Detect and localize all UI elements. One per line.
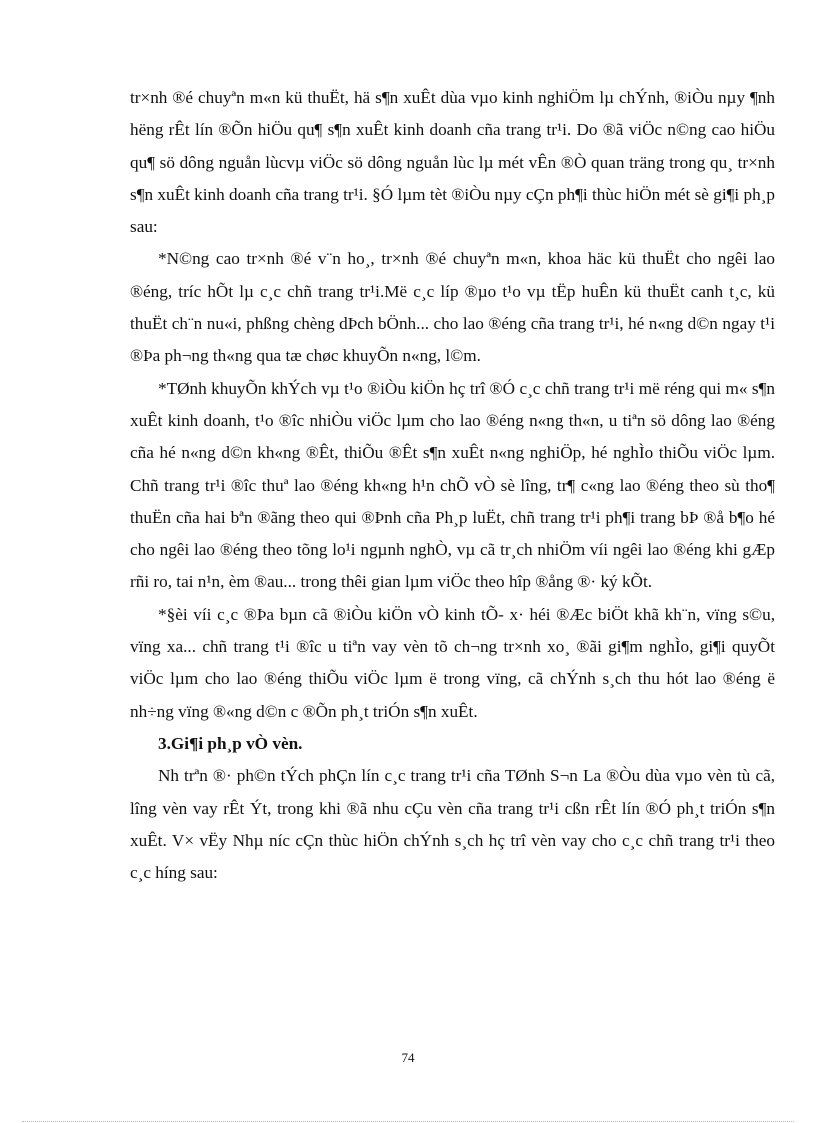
paragraph-training: *N©ng cao tr×nh ®é v¨n ho¸, tr×nh ®é chuyªn m«n, khoa häc kü thuËt cho ngêi lao ®éng, tríc hÕt lµ c¸c chñ trang tr¹i.Më c¸c líp ®µo t¹o vµ tËp huÊn kü thuËt canh t¸c, kü thuËt ch¨n nu«i, phßng chèng dÞch bÖnh... cho lao ®éng cña trang tr¹i, hé n«ng d©n ngay t¹i ®Þa ph¬ng th«ng qua tæ chøc khuyÕn n«ng, l©m. <box>130 249 775 366</box>
page-bottom-divider <box>22 1121 794 1122</box>
page-number: 74 <box>401 1050 415 1065</box>
document-body <box>130 82 775 889</box>
paragraph-capital: Nh trªn ®· ph©n tÝch phÇn lín c¸c trang tr¹i cña TØnh S¬n La ®Òu dùa vµo vèn tù cã, lîng vèn vay rÊt Ýt, trong khi ®ã nhu cÇu vèn cña trang tr¹i cßn rÊt lín ®Ó ph¸t triÓn s¶n xuÊt. V× vËy Nhµ níc cÇn thùc hiÖn chÝnh s¸ch hç trî vèn vay cho c¸c chñ trang tr¹i theo c¸c híng sau: <box>130 766 775 883</box>
paragraph-employment: *TØnh khuyÕn khÝch vµ t¹o ®iÒu kiÖn hç trî ®Ó c¸c chñ trang tr¹i më réng qui m« s¶n xuÊt kinh doanh, t¹o ®îc nhiÒu viÖc lµm cho lao ®éng n«ng th«n, u tiªn sö dông lao ®éng cña hé n«ng d©n kh«ng ®Êt, thiÕu ®Êt s¶n xuÊt n«ng nghiÖp, hé nghÌo thiÕu viÖc lµm. Chñ trang tr¹i ®îc thuª lao ®éng kh«ng h¹n chÕ vÒ sè lîng, tr¶ c«ng lao ®éng theo sù tho¶ thuËn cña hai bªn ®ãng theo qui ®Þnh cña Ph¸p luËt, chñ trang tr¹i ph¶i trang bÞ ®å b¶o hé cho ngêi lao ®éng theo tõng lo¹i ngµnh nghÒ, vµ cã tr¸ch nhiÖm víi ngêi lao ®éng khi gÆp rñi ro, tai n¹n, èm ®au... trong thêi gian lµm viÖc theo hîp ®ång ®· ký kÕt. <box>130 378 775 592</box>
section-heading: 3.Gi¶i ph¸p vÒ vèn. <box>158 733 303 753</box>
paragraph-remote-areas: *§èi víi c¸c ®Þa bµn cã ®iÒu kiÖn vÒ kinh tÕ- x· héi ®Æc biÖt khã kh¨n, vïng s©u, vïng xa... chñ trang t¹i ®îc u tiªn vay vèn tõ ch¬ng tr×nh xo¸ ®ãi gi¶m nghÌo, gi¶i quyÕt viÖc lµm cho lao ®éng thiÕu viÖc lµm ë trong vïng, cã chÝnh s¸ch thu hót lao ®éng ë nh÷ng vïng ®«ng d©n c ®Õn ph¸t triÓn s¶n xuÊt. <box>130 604 775 721</box>
paragraph-intro: tr×nh ®é chuyªn m«n kü thuËt, hä s¶n xuÊt dùa vµo kinh nghiÖm lµ chÝnh, ®iÒu nµy ¶nh hëng rÊt lín ®Õn hiÖu qu¶ s¶n xuÊt kinh doanh cña trang tr¹i. Do ®ã viÖc n©ng cao hiÖu qu¶ sö dông nguån lùcvµ viÖc sö dông nguån lùc lµ mét vÊn ®Ò quan träng trong qu¸ tr×nh s¶n xuÊt kinh doanh cña trang tr¹i. §Ó lµm tèt ®iÒu nµy cÇn ph¶i thùc hiÖn mét sè gi¶i ph¸p sau: <box>130 88 775 237</box>
